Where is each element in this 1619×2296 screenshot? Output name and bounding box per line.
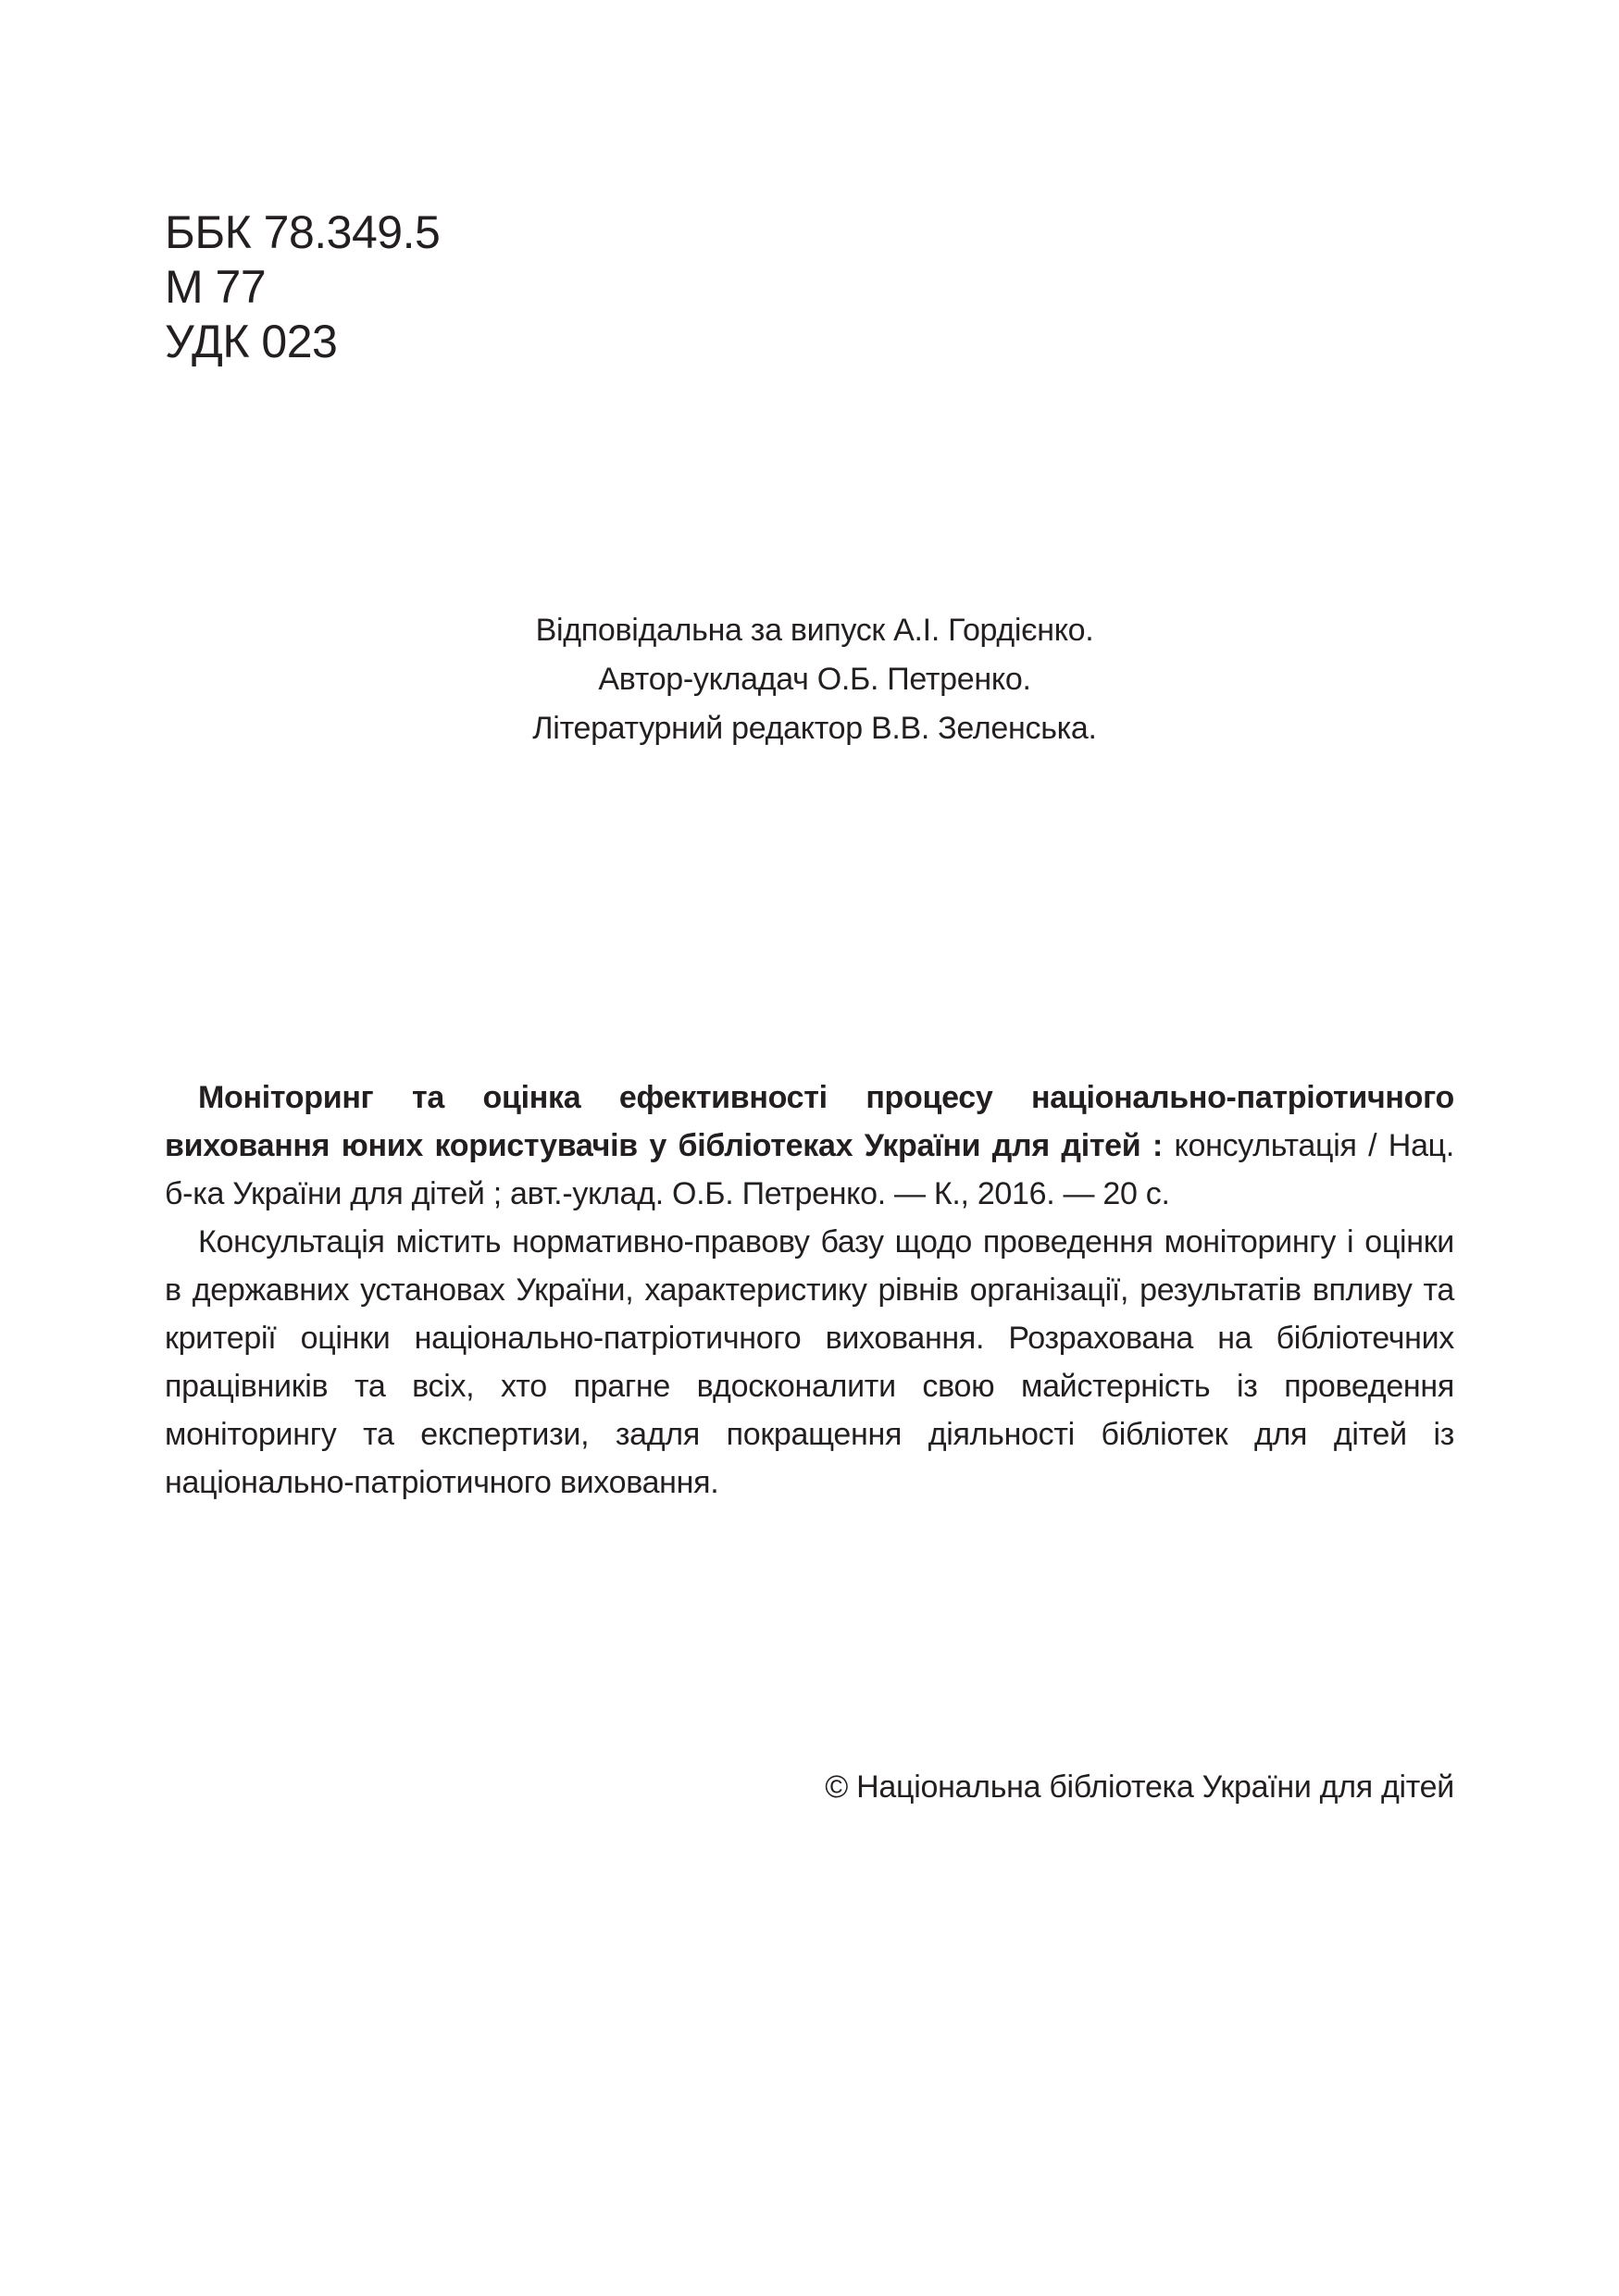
book-title: Моніторинг та оцінка ефективності процесу національно-патріотичного виховання юних користувачів у бібліотеках України для дітей : [165,1080,1454,1163]
summary-paragraph: Консультація містить нормативно-правову базу щодо проведення моніторингу і оцінки в державних установах України, характеристику рівнів організації, результатів впливу та критерії оцінки національно-патріотичного виховання. Розрахована на бібліотечних працівників та всіх, хто прагне вдосконалити свою майстерність із проведення моніторингу та експертизи, задля покращення діяльності бібліотек для дітей із національно-патріотичного виховання. [165,1224,1454,1500]
credits-block [370,606,1259,753]
copyright-notice: © Національна бібліотека України для дітей [825,1769,1454,1805]
compiler: Автор-укладач О.Б. Петренко. [598,662,1031,697]
literary-editor: Літературний редактор В.В. Зеленська. [532,711,1097,746]
author-mark: М 77 [165,261,267,313]
classification-block [165,205,440,369]
annotation-block [165,1074,1454,1507]
responsible-person: Відповідальна за випуск А.І. Гордієнко. [535,613,1094,648]
bibliographic-description [165,1074,1454,1218]
udk-index: УДК 023 [165,316,338,367]
bibliographic-details: консультація / Нац. б-ка України для дітей ; авт.-уклад. О.Б. Петренко. — К., 2016. — 20 с. [165,1128,1454,1211]
bbk-index: ББК 78.349.5 [165,206,441,258]
